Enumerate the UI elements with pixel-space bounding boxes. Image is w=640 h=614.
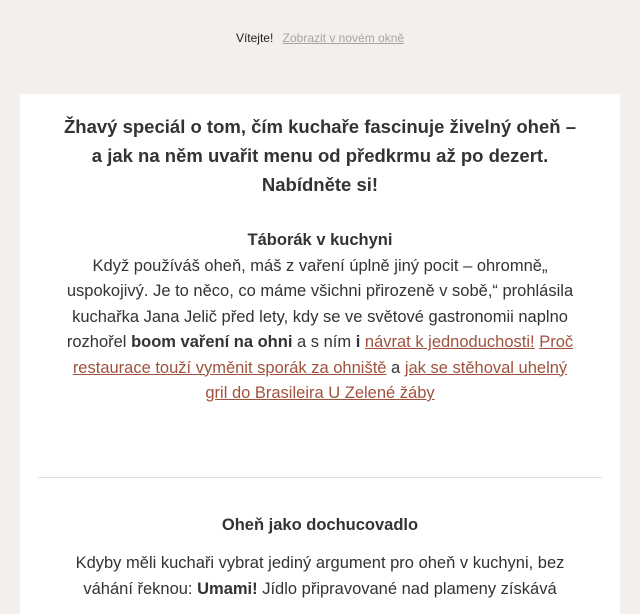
section-fire-seasoning-paragraph: Kdyby měli kuchaři vybrat jediný argument pro oheň v kuchyni, bez váhání řeknou: — [75, 554, 565, 598]
section-fire-seasoning-text — [60, 551, 580, 602]
section-fire-seasoning-paragraph: Jídlo připravované nad plameny získává — [257, 579, 557, 598]
bold-i: i — [355, 333, 361, 351]
view-in-browser-link[interactable]: Zobrazit v novém okně — [282, 31, 405, 45]
section-campfire — [60, 228, 580, 407]
section-campfire-text: a — [386, 358, 405, 377]
section-fire-seasoning-title: Oheň jako dochucovadlo — [221, 516, 419, 534]
link-return-to-simplicity[interactable]: návrat k jednoduchosti! — [364, 333, 535, 351]
bold-boom: boom vaření na ohni — [131, 333, 293, 351]
link-charcoal-grill[interactable]: jak se stěhoval uhelný gril do Brasileira U Zelené žáby — [205, 358, 568, 402]
section-campfire-title: Táborák v kuchyni — [247, 231, 393, 249]
bold-umami: Umami! — [197, 579, 258, 598]
section-campfire-text: Když používáš oheň, máš z vaření úplně jiný pocit – ohromně„ uspokojivý. Je to něco, co máme všichni přirozeně v sobě,“ prohlásila kuchařka Jana Jelič před lety, kdy se ve světové gastronomii naplno rozhořel — [66, 256, 574, 351]
link-restaurants-fireplace[interactable]: Proč restaurace touží vyměnit sporák za ohniště — [72, 333, 574, 377]
welcome-text: Vítejte! — [235, 31, 274, 45]
newsletter-headline: Žhavý speciál o tom, čím kuchaře fascinuje živelný oheň – a jak na něm uvařit menu od předkrmu až po dezert. Nabídněte si! — [63, 116, 577, 195]
newsletter-card — [20, 94, 620, 614]
section-divider — [38, 477, 602, 478]
section-campfire-text: a s ním — [292, 333, 356, 351]
preheader — [0, 0, 640, 76]
